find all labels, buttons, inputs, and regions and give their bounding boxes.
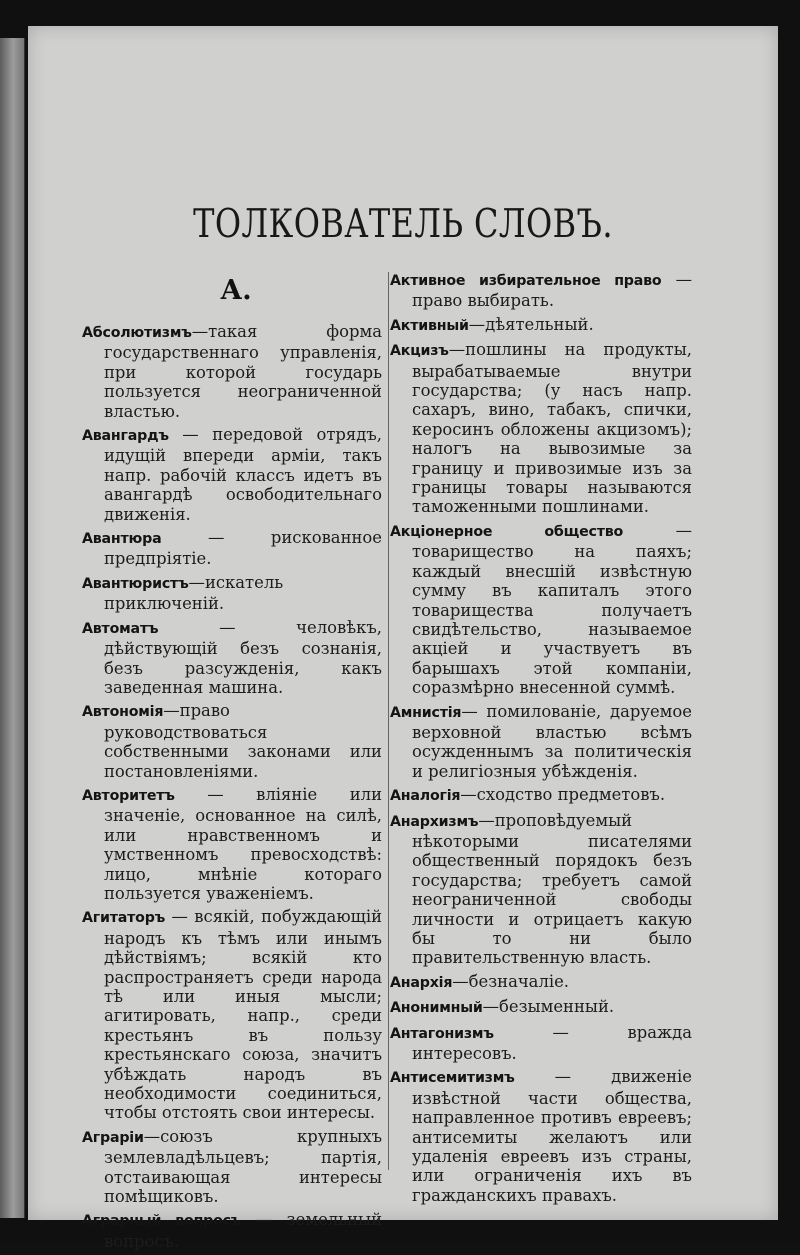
entry-term: Абсолютизмъ [82,325,192,341]
entry-definition: —безыменный. [482,997,615,1017]
entry-term: Авантюристъ [82,575,189,592]
entry-definition: —дѣятельный. [468,314,594,334]
entry-term: Активный [390,317,469,334]
entry-term: Аграріи [82,1129,144,1146]
dictionary-entry [82,785,382,903]
previous-page-edge [0,38,25,1218]
entry-term: Агитаторъ [82,910,166,927]
dictionary-entry [390,1067,692,1205]
dictionary-entry [82,322,382,421]
dictionary-entry [390,521,692,698]
dictionary-entry [82,1210,382,1251]
entry-definition: — всякій, побуждающій народъ къ тѣмъ или инымъ дѣйствіямъ; всякій кто распространяетъ среди народа тѣ или иныя мысли; агитировать, напр., среди крестьянъ въ пользу крестьянскаго союза, значитъ убѣждать народъ въ необходимости соединиться, чтобы отстоять свои интересы. [104,907,382,1123]
entry-term: Активное избирательное право [390,273,662,289]
dictionary-entry [390,997,692,1018]
entry-term: Автономія [82,704,164,721]
dictionary-entry [390,702,692,782]
dictionary-entry [82,701,382,781]
entry-definition: — вліяніе или значеніе, основанное на силѣ, или нравственномъ и умственномъ превосходствѣ: лицо, мнѣніе котораго пользуется уваженіемъ. [104,784,382,903]
dictionary-entry [390,785,692,806]
dictionary-entry [390,972,692,993]
entry-term: Акцизъ [390,343,449,360]
entry-definition: —союзъ крупныхъ землевладѣльцевъ; партія, отстаивающая интересы помѣщиковъ. [104,1126,382,1207]
dictionary-entry [390,315,692,336]
entry-term: Амнистія [390,704,462,721]
dictionary-entry [82,618,382,698]
entry-term: Анонимный [390,1000,483,1017]
dictionary-entry [390,811,692,968]
entry-definition: —проповѣдуемый нѣкоторыми писателями общественный порядокъ безъ государства; требуетъ самой неограниченной свободы личности и отрицаетъ какую бы то ни было правительственную власть. [412,810,692,968]
entry-definition: — товарищество на паяхъ; каждый внесшій извѣстную сумму въ капиталъ этого товарищества получаетъ свидѣтельство, называемое акціей и участвуетъ въ барышахъ этой компаніи, соразмѣрно внесенной суммѣ. [412,520,692,698]
entry-term: Аналогія [390,788,461,805]
entry-term: Антисемитизмъ [390,1070,515,1087]
dictionary-entry [390,270,692,311]
dictionary-entry [390,340,692,517]
entry-definition: —пошлины на продукты, вырабатываемые внутри государства; (у насъ напр. сахаръ, вино, табакъ, спички, керосинъ обложены акцизомъ); налогъ на вывозимые за границу и привозимые изъ за границы товары называются таможенными пошлинами. [412,340,692,517]
page-title: ТОЛКОВАТЕЛЬ СЛОВЪ. [193,202,613,247]
dictionary-entry [82,907,382,1122]
entry-term: Авторитетъ [82,787,175,804]
dictionary-entry [82,573,382,614]
entry-definition: — помилованіе, даруемое верховной властью всѣмъ осужденнымъ за политическія и религіозныя убѣжденія. [412,701,692,781]
entry-definition: —право руководствоваться собственными законами или постановленіями. [104,701,382,781]
book-page [28,26,778,1251]
entry-definition: — передовой отрядъ, идущій впереди арміи, такъ напр. рабочій классъ идетъ въ авангардѣ освободительнаго движенія. [104,425,382,524]
entry-definition: — рискованное предпріятіе. [104,528,382,569]
entry-definition: —сходство предметовъ. [460,785,666,805]
entry-term: Аграрный вопросъ [82,1213,242,1230]
entry-term: Авангардъ [82,428,169,445]
right-column [390,270,692,1209]
entry-term: Автоматъ [82,620,159,637]
entry-definition: — право выбирать. [412,270,692,311]
entry-term: Антагонизмъ [390,1025,494,1042]
entry-term: Анархизмъ [390,813,479,830]
entry-definition: — вражда интересовъ. [412,1022,692,1064]
entry-definition: —безначаліе. [452,971,570,991]
dictionary-entry [82,425,382,524]
entry-definition: — человѣкъ, дѣйствующій безъ сознанія, безъ разсужденія, какъ заведенная машина. [104,617,382,697]
entry-definition: — земельный вопросъ. [104,1210,382,1251]
column-divider [388,272,389,1170]
entry-definition: —такая форма государственнаго управленія, при которой государь пользуется неограниченной властью. [104,322,382,421]
dictionary-entry [390,1023,692,1064]
left-column [82,270,382,1255]
entry-term: Анархія [390,974,453,991]
entry-term: Акціонерное общество [390,523,624,540]
entry-definition: — движеніе извѣстной части общества, направленное противъ евреевъ; антисемиты желаютъ или удаленія евреевъ изъ страны, или ограниченія ихъ въ гражданскихъ правахъ. [412,1067,692,1205]
entry-definition: —искатель приключеній. [104,572,284,614]
dictionary-entry [82,528,382,569]
entry-term: Авантюра [82,531,162,548]
dictionary-entry [82,1127,382,1207]
letter-heading: А. [220,275,252,306]
